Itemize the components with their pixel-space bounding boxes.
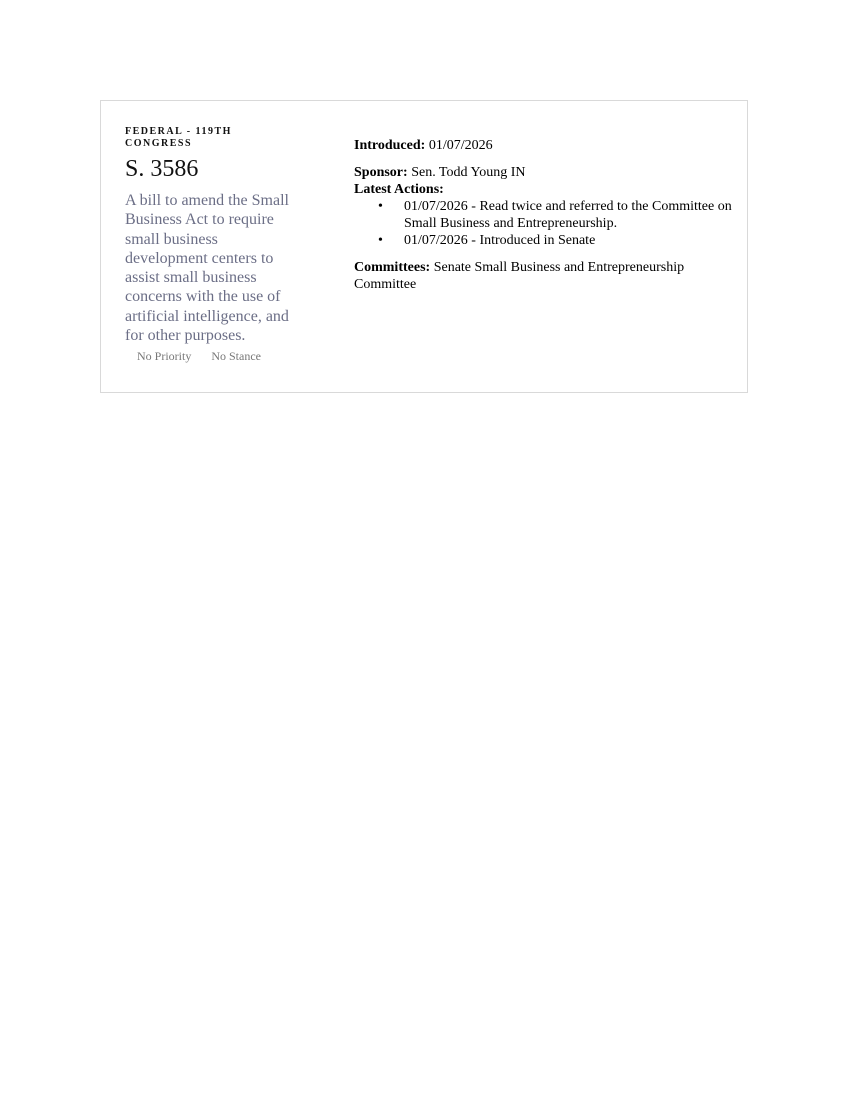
bill-card [100,100,748,393]
list-item: • 01/07/2026 - Introduced in Senate [404,232,734,249]
sponsor-label: Sponsor: [354,165,408,180]
jurisdiction-label: FEDERAL - 119TH CONGRESS [125,126,232,149]
stance-tag: No Stance [211,349,261,364]
bill-summary [125,126,305,363]
priority-tag: No Priority [137,349,192,364]
introduced-row [354,137,734,154]
sponsor-row [354,164,734,181]
committees-value: Senate Small Business and Entrepreneurship Committee [354,260,685,292]
list-item: • 01/07/2026 - Read twice and referred to the Committee on Small Business and Entrepreneurship. [404,198,734,232]
latest-actions-list [354,198,734,249]
introduced-label: Introduced: [354,138,426,153]
latest-actions-label: Latest Actions: [354,182,444,197]
committees-label: Committees: [354,260,431,275]
bill-number: S. 3586 [125,156,199,182]
bill-tags [125,349,305,363]
sponsor-value: Sen. Todd Young IN [411,165,526,180]
bill-details [354,137,734,293]
introduced-value: 01/07/2026 [428,138,493,153]
bill-title: A bill to amend the Small Business Act to require small business development centers to assist small business concerns with the use of artificial intelligence, and for other purposes. [125,192,289,345]
committees-row [354,259,734,293]
